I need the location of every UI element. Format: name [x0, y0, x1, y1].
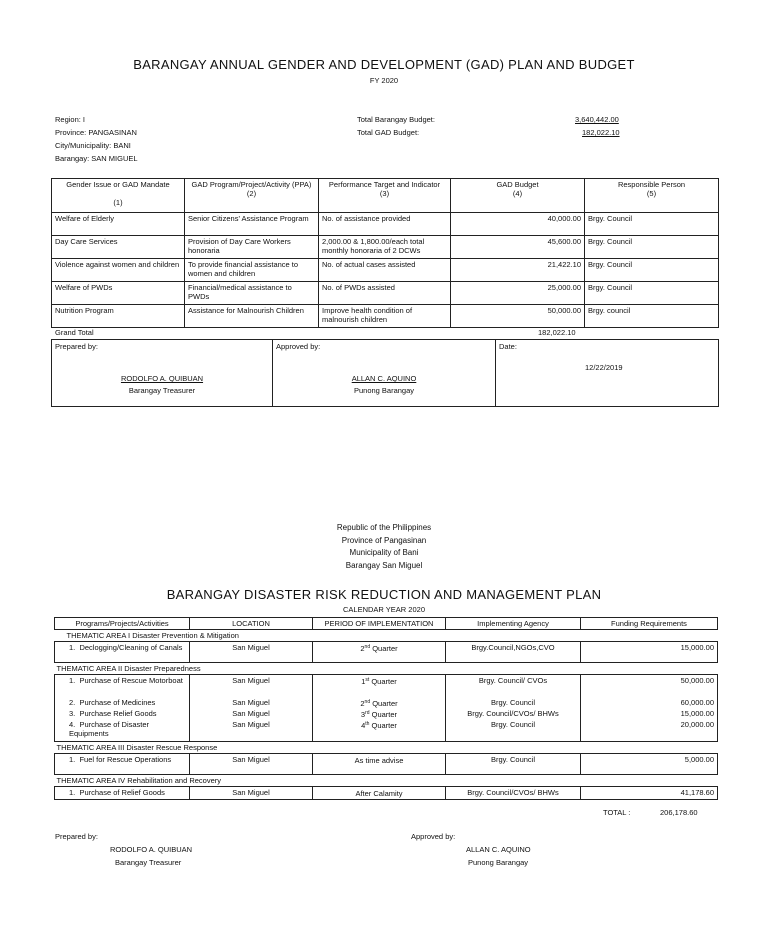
drrm-year: CALENDAR YEAR 2020: [343, 605, 425, 614]
gad-table: [51, 178, 719, 328]
drrm-location-cell: San Miguel: [190, 787, 313, 800]
drrm-location-cell: San Miguel San Miguel San Miguel San Miguel: [190, 675, 313, 742]
drrm-funding-cell: 41,178.60: [581, 787, 718, 800]
drrm-preparer-name: RODOLFO A. QUIBUAN: [110, 845, 193, 854]
drrm-funding-cell: 5,000.00: [581, 754, 718, 775]
drrm-row: [55, 754, 718, 775]
total-gad-label: Total GAD Budget:: [357, 128, 420, 137]
gad-date-label: Date:: [499, 342, 517, 351]
gad-person-cell: Brgy. Council: [585, 282, 719, 305]
drrm-period-cell: 2nd Quarter: [313, 642, 446, 663]
drrm-total-value: 206,178.60: [660, 808, 698, 817]
gad-prepared-label: Prepared by:: [55, 342, 98, 351]
total-gad-value: 182,022.10: [582, 128, 620, 137]
drrm-total-label: TOTAL :: [603, 808, 631, 817]
municipality-line: Municipality of Bani: [349, 548, 419, 557]
gad-header-cell: Gender Issue or GAD Mandate (1): [52, 179, 185, 213]
gad-row: [52, 282, 719, 305]
gad-ppa-cell: Provision of Day Care Workers honoraria: [185, 236, 319, 259]
gad-row: [52, 305, 719, 328]
gad-fiscal-year: FY 2020: [369, 76, 399, 85]
gad-signature-box: [51, 339, 719, 407]
drrm-title: BARANGAY DISASTER RISK REDUCTION AND MANAGEMENT PLAN: [166, 587, 602, 602]
drrm-row: [55, 642, 718, 663]
drrm-location-cell: San Miguel: [190, 642, 313, 663]
drrm-prepared-label: Prepared by:: [55, 832, 98, 841]
drrm-ppa-cell: 1. Purchase of Rescue Motorboat 2. Purchase of Medicines 3. Purchase Relief Goods 4. Purchase of Disaster Equipments: [55, 675, 190, 742]
drrm-funding-cell: 15,000.00: [581, 642, 718, 663]
drrm-approved-label: Approved by:: [411, 832, 456, 841]
thematic-area-heading: THEMATIC AREA I Disaster Prevention & Mitigation: [66, 631, 239, 640]
gad-target-cell: No. of assistance provided: [319, 213, 451, 236]
province-label: Province: PANGASINAN: [55, 128, 137, 137]
drrm-period-cell: As time advise: [313, 754, 446, 775]
gad-person-cell: Brgy. Council: [585, 236, 719, 259]
gad-header-cell: Responsible Person (5): [585, 179, 719, 213]
gad-approved-label: Approved by:: [276, 342, 321, 351]
drrm-row: [55, 675, 718, 742]
gad-preparer-title: Barangay Treasurer: [128, 386, 196, 395]
barangay-label: Barangay: SAN MIGUEL: [55, 154, 138, 163]
gad-target-cell: Improve health condition of malnourish children: [319, 305, 451, 328]
gad-issue-cell: Violence against women and children: [52, 259, 185, 282]
gad-approver-name: ALLAN C. AQUINO: [351, 374, 417, 383]
grand-total-label: Grand Total: [55, 328, 94, 337]
drrm-header-row: [55, 618, 718, 630]
drrm-approver-name: ALLAN C. AQUINO: [466, 845, 531, 854]
thematic-area-heading: THEMATIC AREA II Disaster Preparedness: [56, 664, 201, 673]
gad-target-cell: No. of PWDs assisted: [319, 282, 451, 305]
drrm-funding-cell: 50,000.00 60,000.00 15,000.00 20,000.00: [581, 675, 718, 742]
drrm-location-cell: San Miguel: [190, 754, 313, 775]
gad-preparer-name: RODOLFO A. QUIBUAN: [120, 374, 204, 383]
gad-budget-cell: 50,000.00: [451, 305, 585, 328]
city-label: City/Municipality: BANI: [55, 141, 131, 150]
region-label: Region: I: [55, 115, 86, 124]
gad-person-cell: Brgy. Council: [585, 259, 719, 282]
drrm-agency-cell: Brgy. Council/CVOs/ BHWs: [446, 787, 581, 800]
gad-issue-cell: Day Care Services: [52, 236, 185, 259]
drrm-table: [54, 617, 718, 800]
drrm-ppa-cell: 1. Fuel for Rescue Operations: [55, 754, 190, 775]
gad-row: [52, 236, 719, 259]
gad-ppa-cell: Financial/medical assistance to PWDs: [185, 282, 319, 305]
drrm-approver-title: Punong Barangay: [468, 858, 529, 867]
drrm-preparer-title: Barangay Treasurer: [115, 858, 182, 867]
thematic-area-heading: THEMATIC AREA III Disaster Rescue Response: [56, 743, 218, 752]
republic-line: Republic of the Philippines: [336, 523, 432, 532]
drrm-header-cell: LOCATION: [190, 618, 313, 630]
drrm-header-cell: Implementing Agency: [446, 618, 581, 630]
gad-target-cell: 2,000.00 & 1,800.00/each total monthly honoraria of 2 DCWs: [319, 236, 451, 259]
gad-header-cell: Performance Target and Indicator (3): [319, 179, 451, 213]
drrm-period-cell: After Calamity: [313, 787, 446, 800]
gad-target-cell: No. of actual cases assisted: [319, 259, 451, 282]
gad-issue-cell: Welfare of PWDs: [52, 282, 185, 305]
drrm-header-cell: PERIOD OF IMPLEMENTATION: [313, 618, 446, 630]
drrm-header-cell: Programs/Projects/Activities: [55, 618, 190, 630]
gad-budget-cell: 21,422.10: [451, 259, 585, 282]
total-budget-label: Total Barangay Budget:: [357, 115, 435, 124]
gad-row: [52, 259, 719, 282]
grand-total-value: 182,022.10: [538, 328, 576, 337]
gad-header-cell: GAD Program/Project/Activity (PPA) (2): [185, 179, 319, 213]
thematic-area-heading: THEMATIC AREA IV Rehabilitation and Recovery: [56, 776, 222, 785]
gad-person-cell: Brgy. Council: [585, 213, 719, 236]
gad-issue-cell: Welfare of Elderly: [52, 213, 185, 236]
drrm-row: [55, 787, 718, 800]
gad-ppa-cell: Assistance for Malnourish Children: [185, 305, 319, 328]
gad-ppa-cell: To provide financial assistance to women and children: [185, 259, 319, 282]
drrm-agency-cell: Brgy. Council/ CVOs Brgy. Council Brgy. Council/CVOs/ BHWs Brgy. Council: [446, 675, 581, 742]
drrm-ppa-cell: 1. Declogging/Cleaning of Canals: [55, 642, 190, 663]
gad-ppa-cell: Senior Citizens' Assistance Program: [185, 213, 319, 236]
drrm-ppa-cell: 1. Purchase of Relief Goods: [55, 787, 190, 800]
gad-issue-cell: Nutrition Program: [52, 305, 185, 328]
gad-header-cell: GAD Budget (4): [451, 179, 585, 213]
gad-budget-cell: 25,000.00: [451, 282, 585, 305]
gad-budget-cell: 45,600.00: [451, 236, 585, 259]
gad-header-row: [52, 179, 719, 213]
drrm-agency-cell: Brgy. Council: [446, 754, 581, 775]
drrm-agency-cell: Brgy.Council,NGOs,CVO: [446, 642, 581, 663]
gad-row: [52, 213, 719, 236]
drrm-header-cell: Funding Requirements: [581, 618, 718, 630]
gad-budget-cell: 40,000.00: [451, 213, 585, 236]
gad-title: BARANGAY ANNUAL GENDER AND DEVELOPMENT (GAD) PLAN AND BUDGET: [133, 57, 635, 72]
province-line: Province of Pangasinan: [341, 536, 427, 545]
total-budget-value: 3,640,442.00: [575, 115, 619, 124]
gad-approver-title: Punong Barangay: [353, 386, 415, 395]
gad-person-cell: Brgy. council: [585, 305, 719, 328]
drrm-period-cell: 1st Quarter 2nd Quarter 3rd Quarter 4th Quarter: [313, 675, 446, 742]
barangay-line: Barangay San Miguel: [345, 561, 423, 570]
gad-date-value: 12/22/2019: [585, 363, 623, 372]
